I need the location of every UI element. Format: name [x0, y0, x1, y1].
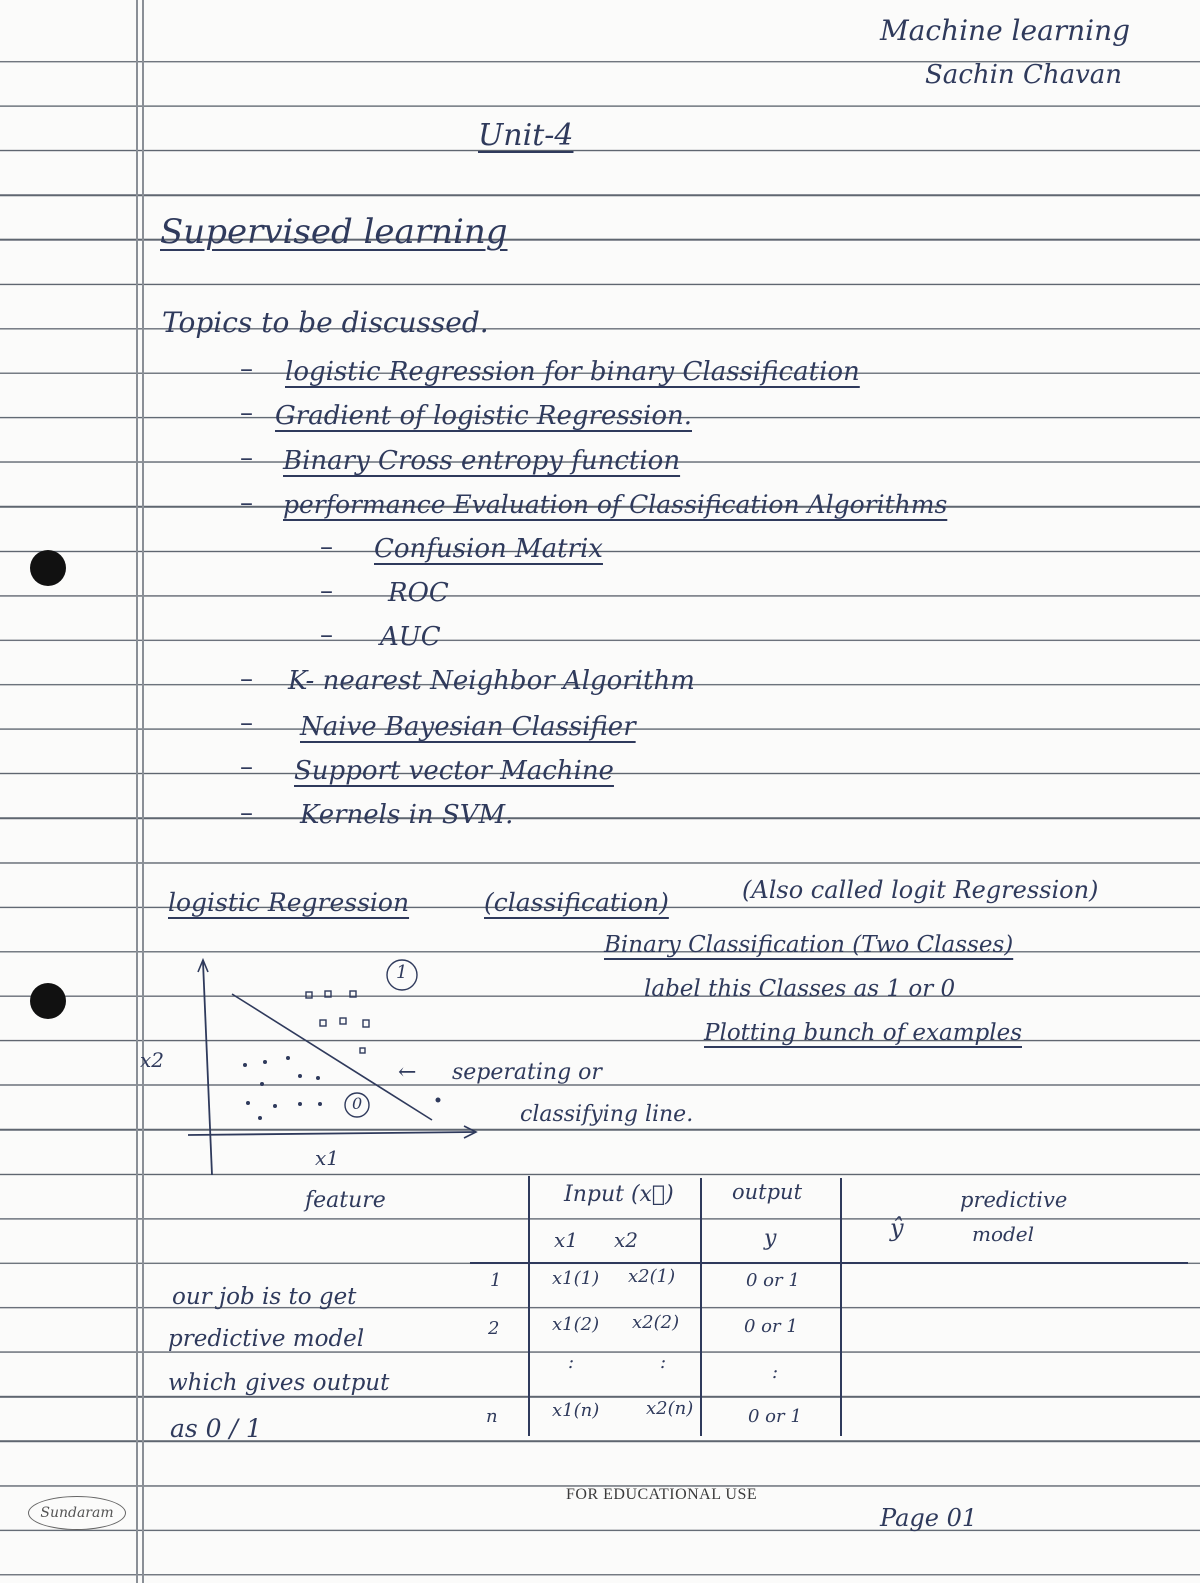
binary-note: Binary Classification (Two Classes) [604, 932, 1014, 958]
binder-hole-bottom [30, 983, 66, 1019]
subtopic-item: ROC [388, 578, 449, 608]
model-header: model [972, 1222, 1035, 1246]
classification-sketch [140, 950, 480, 1180]
x2-col-header: x2 [614, 1228, 639, 1252]
x1-col-header: x1 [554, 1228, 579, 1252]
classifying-label: classifying line. [520, 1102, 694, 1127]
dash: – [240, 752, 253, 782]
table-line [470, 1262, 1188, 1264]
input-header: Input (x⃗) [564, 1182, 674, 1207]
job-note-line: as 0 / 1 [170, 1414, 262, 1443]
plotting-note: Plotting bunch of examples [704, 1020, 1022, 1046]
table-cell: x1(n) [552, 1400, 600, 1421]
job-note-line: which gives output [168, 1370, 390, 1396]
x2-axis-label: x2 [140, 1048, 165, 1072]
table-cell: 0 or 1 [746, 1270, 800, 1291]
table-cell: x1(1) [552, 1268, 600, 1289]
output-header: output [732, 1180, 803, 1204]
dash: – [240, 664, 253, 694]
table-cell: x2(1) [628, 1266, 676, 1287]
subtopic-item: Confusion Matrix [374, 534, 603, 564]
dash: – [240, 798, 253, 828]
dash: – [240, 488, 253, 518]
table-row-index: 2 [488, 1318, 500, 1339]
table-line [840, 1178, 842, 1436]
table-line [528, 1176, 530, 1436]
table-cell: 0 or 1 [744, 1316, 798, 1337]
table-cell: : [568, 1352, 575, 1373]
x1-axis-label: x1 [315, 1146, 340, 1170]
logistic-also: (Also called logit Regression) [742, 876, 1099, 904]
separating-label: seperating or [452, 1060, 602, 1085]
yhat-col-header: ŷ [890, 1214, 904, 1242]
margin-line-left [136, 0, 138, 1583]
unit-title: Unit-4 [478, 118, 574, 153]
table-cell: x2(n) [646, 1398, 694, 1419]
feature-header: feature [305, 1188, 386, 1213]
author-name: Sachin Chavan [925, 60, 1123, 90]
topic-item: Support vector Machine [294, 756, 614, 786]
margin-line-right [142, 0, 144, 1583]
topic-item: Gradient of logistic Regression. [275, 401, 692, 431]
page-number: Page 01 [880, 1504, 978, 1532]
table-row-index: 1 [490, 1270, 502, 1291]
course-title: Machine learning [880, 14, 1131, 47]
dash: – [240, 443, 253, 473]
table-cell: : [772, 1362, 779, 1383]
section-title: Supervised learning [160, 212, 508, 252]
logistic-title: logistic Regression [168, 888, 410, 917]
table-line [700, 1178, 702, 1436]
brand-logo [28, 1496, 126, 1530]
dash: – [240, 354, 253, 384]
educational-use-label: FOR EDUCATIONAL USE [566, 1486, 758, 1503]
y-col-header: y [764, 1226, 777, 1251]
topic-item: Kernels in SVM. [300, 800, 514, 830]
class-zero-label: 0 [352, 1094, 363, 1113]
logistic-paren: (classification) [484, 888, 669, 917]
arrow-left-icon: ← [398, 1060, 417, 1085]
topic-item: K- nearest Neighbor Algorithm [288, 666, 695, 696]
dash: – [320, 576, 333, 606]
job-note-line: our job is to get [172, 1284, 357, 1310]
table-cell: 0 or 1 [748, 1406, 802, 1427]
dash: – [320, 620, 333, 650]
dash: – [240, 398, 253, 428]
table-cell: : [660, 1352, 667, 1373]
brand-name: Sundaram [40, 1505, 114, 1521]
predictive-header: predictive [960, 1188, 1068, 1212]
topic-item: logistic Regression for binary Classification [285, 357, 860, 387]
table-cell: x1(2) [552, 1314, 600, 1335]
label-note: label this Classes as 1 or 0 [644, 976, 956, 1002]
table-cell: x2(2) [632, 1312, 680, 1333]
job-note-line: predictive model [168, 1326, 365, 1352]
dash: – [320, 532, 333, 562]
topic-item: Naive Bayesian Classifier [300, 712, 636, 742]
binder-hole-top [30, 550, 66, 586]
table-row-index: n [486, 1406, 498, 1427]
topic-item: Binary Cross entropy function [283, 446, 681, 476]
topics-heading: Topics to be discussed. [162, 306, 489, 339]
class-one-label: 1 [396, 962, 408, 983]
topic-item: performance Evaluation of Classification Algorithms [283, 490, 948, 519]
subtopic-item: AUC [380, 622, 441, 652]
dash: – [240, 708, 253, 738]
